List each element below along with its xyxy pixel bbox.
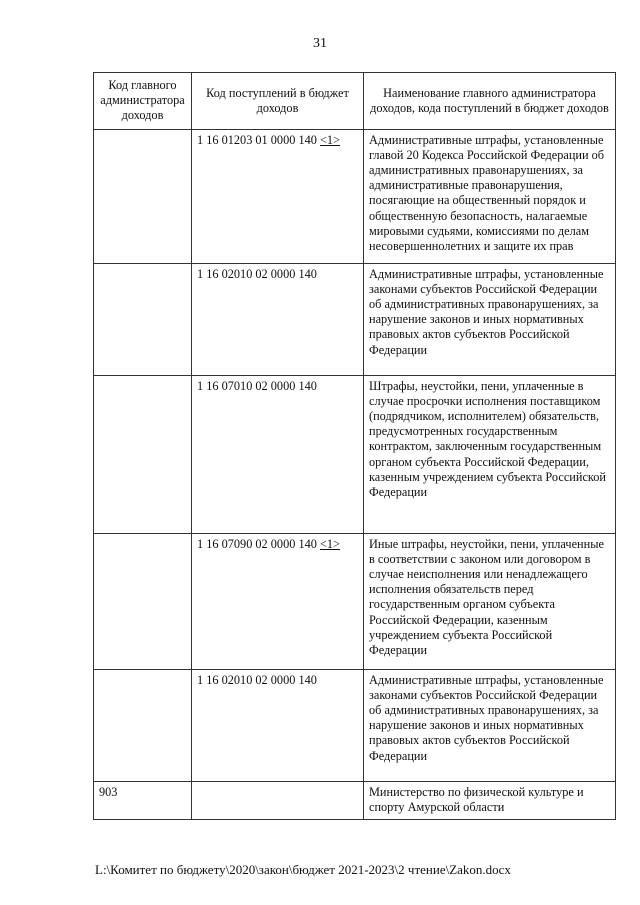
cell-description: Штрафы, неустойки, пени, уплаченные в случае просрочки исполнения поставщиком (подрядчиком, исполнителем) обязательств, предусмотренных государственным контрактом, заключенным государственным органом субъекта Российской Федерации, казенным учреждением субъекта Российской Федерации [364,375,616,533]
table-row [94,263,616,375]
table-row [94,669,616,781]
cell-admin-code [94,533,192,669]
cell-admin-code [94,129,192,263]
header-revenue-code: Код поступлений в бюджет доходов [192,73,364,130]
table-row [94,533,616,669]
cell-admin-code: 903 [94,781,192,819]
revenue-code-text: 1 16 01203 01 0000 140 [197,132,317,147]
revenue-code-text: 1 16 07010 02 0000 140 [197,378,317,393]
revenue-code-text: 1 16 02010 02 0000 140 [197,672,317,687]
cell-admin-code [94,375,192,533]
cell-description: Иные штрафы, неустойки, пени, уплаченные в соответствии с законом или договором в случае неисполнения или ненадлежащего исполнения обязательств перед государственным органом субъекта Российской Федерации, казенным учреждением субъекта Российской Федерации [364,533,616,669]
cell-revenue-code [192,263,364,375]
cell-admin-code [94,669,192,781]
cell-revenue-code [192,375,364,533]
footnote-link[interactable]: <1> [319,132,341,147]
revenue-code-text: 1 16 07090 02 0000 140 [197,536,317,551]
document-file-path: L:\Комитет по бюджету\2020\закон\бюджет 2021-2023\2 чтение\Zakon.docx [95,862,511,877]
cell-revenue-code [192,129,364,263]
cell-description: Министерство по физической культуре и спорту Амурской области [364,781,616,819]
cell-revenue-code [192,669,364,781]
cell-description: Административные штрафы, установленные законами субъектов Российской Федерации об административных правонарушениях, за нарушение законов и иных нормативных правовых актов субъектов Российской Федерации [364,669,616,781]
table-row [94,129,616,263]
cell-description: Административные штрафы, установленные главой 20 Кодекса Российской Федерации об административных правонарушениях, за административные правонарушения, посягающие на общественный порядок и общественную безопасность, налагаемые мировыми судьями, комиссиями по делам несовершеннолетних и защите их прав [364,129,616,263]
header-admin-code: Код главного администратора доходов [94,73,192,130]
page-number: 31 [313,36,327,51]
revenue-codes-table [93,72,616,820]
footnote-link[interactable]: <1> [319,536,341,551]
cell-description: Административные штрафы, установленные законами субъектов Российской Федерации об административных правонарушениях, за нарушение законов и иных нормативных правовых актов субъектов Российской Федерации [364,263,616,375]
revenue-code-text: 1 16 02010 02 0000 140 [197,266,317,281]
cell-revenue-code [192,781,364,819]
cell-revenue-code [192,533,364,669]
header-name: Наименование главного администратора доходов, кода поступлений в бюджет доходов [364,73,616,130]
cell-admin-code [94,263,192,375]
table-row [94,375,616,533]
table-row [94,781,616,819]
table-header-row [94,73,616,130]
